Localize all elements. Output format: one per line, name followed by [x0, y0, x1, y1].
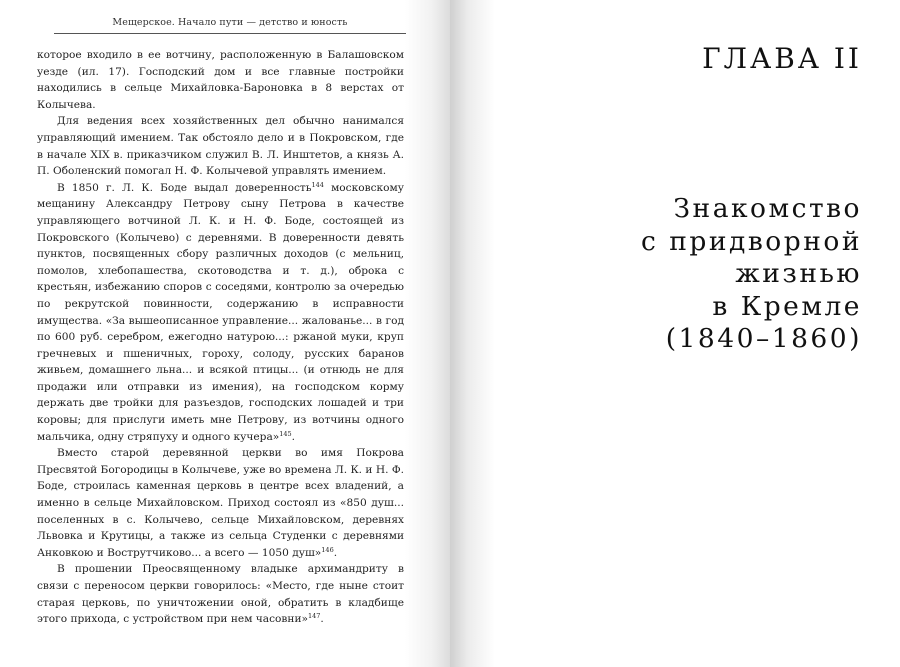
chapter-title-line: в Кремле: [712, 290, 862, 322]
text-segment: .: [320, 613, 324, 626]
text-segment: .: [333, 546, 338, 559]
paragraph: [37, 47, 404, 113]
text-segment: .: [291, 430, 296, 443]
chapter-title-line: (1840–1860): [665, 323, 862, 354]
chapter-title: [562, 193, 862, 356]
footnote-ref: 144: [311, 180, 324, 189]
chapter-number: ГЛАВА II: [702, 42, 862, 75]
body-text: [37, 47, 404, 628]
paragraph: [37, 113, 404, 179]
chapter-title-line: жизнью: [735, 258, 862, 289]
text-segment: Вместо старой деревянной церкви во имя Покрова Пресвятой Богородицы в Колычеве, уже во времена Л. К. и Н. Ф. Боде, строилась каменная церковь в центре всех владений, а именно в сельце Михайловском. Приход состоял из «850 душ... поселенных в с. Колычево, сельце Михайловском, деревнях Львовка и Крутицы, а также из сельца Студенки с деревнями Анковкою и Вострутчиково... а всего — 1050 душ»: [37, 447, 404, 559]
text-segment: которое входило в ее вотчину, расположенную в Балашовском уезде (ил. 17). Господский дом и все главные постройки находились в сельце Михайловка-Бароновка в 8 верстах от Колычева.: [37, 49, 404, 111]
paragraph: [37, 180, 404, 446]
footnote-ref: 147: [308, 612, 321, 621]
text-segment: Для ведения всех хозяйственных дел обычно нанимался управляющий имением. Так обстояло дело и в Покровском, где в начале XIX в. приказчиком служил В. Л. Инштетов, а князь А. П. Оболенский помогал Н. Ф. Колычевой управлять имением.: [37, 115, 404, 178]
chapter-title-line: Знакомство: [673, 193, 862, 224]
right-page: [450, 0, 900, 667]
paragraph: [37, 561, 404, 627]
running-head: Мещерское. Начало пути — детство и юность: [54, 17, 406, 34]
footnote-ref: 146: [321, 545, 334, 554]
text-segment: В 1850 г. Л. К. Боде выдал доверенность: [57, 181, 312, 194]
text-segment: В прошении Преосвященному владыке архимандриту в связи с переносом церкви говорилось: «Место, где ныне стоит старая церковь, по уничтожении оной, обратить в кладбище этого прихода, с устройством при нем часовни»: [37, 563, 404, 626]
chapter-title-line: с придворной: [641, 225, 862, 257]
paragraph: [37, 445, 404, 561]
footnote-ref: 145: [279, 429, 292, 438]
text-segment: московскому мещанину Александру Петрову сыну Петрова в качестве управляющего вотчиной Л. К. и Н. Ф. Боде, состоящей из Покровского (Колычево) с деревнями. В доверенности девять пунктов, посвященных сбору различных доходов (с мельниц, помолов, хлебопашества, скотоводства и т. д.), оброка с крестьян, избежанию споров с соседями, контролю за очередью по рекрутской повинности, содержанию в исправности имущества. «За вышеописанное управление... жалованье... в год по 600 руб. серебром, ежегодно натурою...: ржаной муки, круп гречневых и пшеничных, гороху, солоду, русских баранов живьем, домашнего льна... и всякой птицы... (и отнюдь не для продажи или отправки из имения), на господском корму держать две тройки для разъездов, господских лошадей и три коровы; для прислуги иметь мне Петрову, из вотчины одного мальчика, одну стряпуху и одного кучера»: [37, 181, 404, 443]
